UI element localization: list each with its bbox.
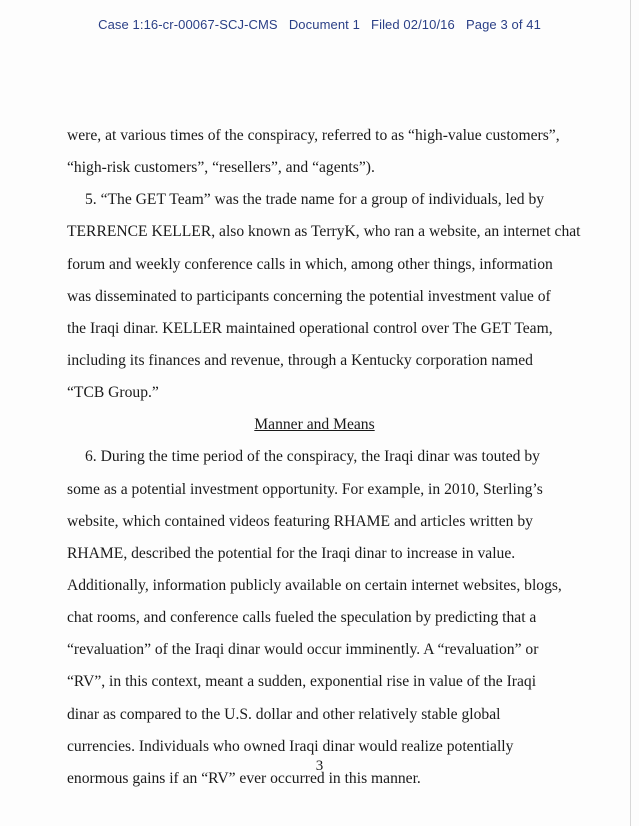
text-line: “revaluation” of the Iraqi dinar would occur imminently. A “revaluation” or (67, 641, 539, 659)
text-line: some as a potential investment opportunity. For example, in 2010, Sterling’s (67, 480, 543, 498)
page-number: 3 (315, 758, 324, 774)
text-line: forum and weekly conference calls in which, among other things, information (67, 255, 553, 273)
text-line: 6. During the time period of the conspiracy, the Iraqi dinar was touted by (85, 448, 540, 466)
page-edge-divider (630, 0, 631, 826)
text-line: currencies. Individuals who owned Iraqi dinar would realize potentially (67, 737, 514, 755)
text-line: were, at various times of the conspiracy, referred to as “high-value customers”, (67, 127, 560, 144)
paragraph-continuation (67, 126, 562, 190)
document-body (67, 126, 581, 801)
section-heading-line (67, 415, 562, 447)
text-line: including its finances and revenue, through a Kentucky corporation named (67, 351, 533, 369)
text-line: the Iraqi dinar. KELLER maintained operational control over The GET Team, (67, 319, 553, 337)
text-line: dinar as compared to the U.S. dollar and other relatively stable global (67, 705, 501, 723)
paragraph-6 (67, 447, 562, 801)
text-line: enormous gains if an “RV” ever occurred in this manner. (67, 769, 421, 787)
text-line: website, which contained videos featuring RHAME and articles written by (67, 512, 533, 530)
case-header: Case 1:16-cr-00067-SCJ-CMS Document 1 Filed 02/10/16 Page 3 of 41 (98, 17, 541, 32)
text-line: “high-risk customers”, “resellers”, and “agents”). (67, 159, 375, 177)
text-line: 5. “The GET Team” was the trade name for a group of individuals, led by (85, 191, 545, 209)
text-line: chat rooms, and conference calls fueled the speculation by predicting that a (67, 609, 537, 627)
text-line: RHAME, described the potential for the Iraqi dinar to increase in value. (67, 544, 516, 562)
text-line: “TCB Group.” (67, 384, 159, 402)
text-line: TERRENCE KELLER, also known as TerryK, who ran a website, an internet chat (67, 223, 581, 241)
paragraph-5 (67, 190, 581, 415)
text-line: Additionally, information publicly available on certain internet websites, blogs, (67, 576, 562, 594)
text-line: “RV”, in this context, meant a sudden, exponential rise in value of the Iraqi (67, 673, 537, 691)
text-line: was disseminated to participants concerning the potential investment value of (67, 287, 551, 305)
section-heading: Manner and Means (254, 416, 375, 434)
